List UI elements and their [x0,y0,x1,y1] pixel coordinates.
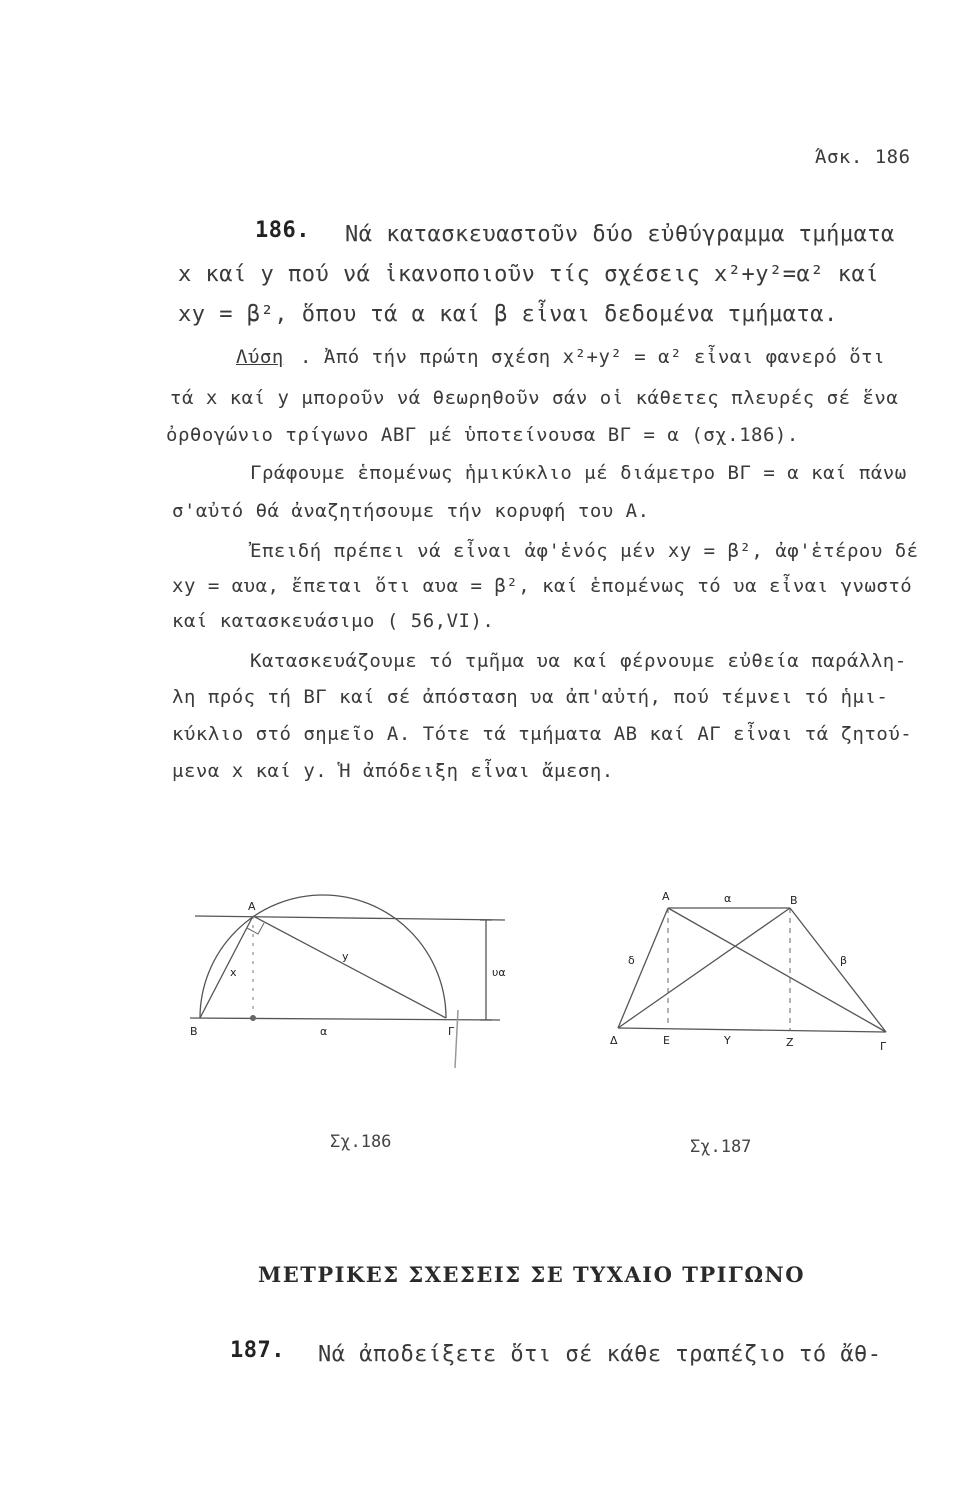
section-title: ΜΕΤΡΙΚΕΣ ΣΧΕΣΕΙΣ ΣΕ ΤΥΧΑΙΟ ΤΡΙΓΩΝΟ [258,1262,806,1287]
label-Y: Y [724,1034,731,1047]
figure-186 [170,890,530,1070]
solution-text-line: σ'αὐτό θά ἀναζητήσουμε τήν κορυφή του Α. [172,500,650,522]
solution-text-line: λη πρός τή ΒΓ καί σέ ἀπόσταση υα ἀπ'αὐτή, πού τέμνει τό ἡμι- [172,686,889,708]
caption-186 [320,1125,440,1155]
label-A: A [248,900,256,913]
label-G: Γ [448,1025,455,1038]
side-y [253,916,446,1018]
problem-text-line: Νά ἀποδείξετε ὅτι σέ κάθε τραπέζιο τό ἄθ- [318,1342,882,1367]
label-Z: Z [786,1036,794,1049]
label-G: Γ [880,1040,887,1053]
figure-187 [590,880,910,1070]
label-B: B [790,894,798,907]
diagonal-BD [618,908,790,1028]
label-ua: υα [492,966,506,979]
side-x [200,916,253,1018]
label-alpha: α [320,1025,328,1038]
svg-text:Σχ.187: Σχ.187 [690,1137,752,1157]
caption-187 [680,1130,800,1160]
label-y: y [342,950,349,963]
page-reference: Άσκ. 186 [815,146,911,168]
right-angle-mark [247,923,264,934]
problem-number: 187. [230,1338,285,1363]
semicircle [200,895,446,1018]
diameter-line [190,1018,500,1020]
label-alpha: α [724,892,732,905]
solution-text-line: Κατασκευάζουμε τό τμῆμα υα καί φέρνουμε εὐθεία παράλλη- [250,650,907,672]
solution-text-line: . Ἀπό τήν πρώτη σχέση x²+y² = α² εἶναι φανερό ὅτι [300,346,886,368]
problem-number: 186. [255,218,310,243]
solution-text-line: xy = αυα, ἔπεται ὅτι αυα = β², καί ἑπομένως τό υα εἶναι γνωστό [172,575,913,597]
side-BG [790,908,886,1032]
problem-text-line: x καί y πού νά ἱκανοποιοῦν τίς σχέσεις x²+y²=α² καί [178,262,880,287]
svg-text:Σχ.186: Σχ.186 [330,1132,392,1152]
label-A: A [662,890,670,903]
solution-label: Λύση [236,346,284,368]
solution-text-line: τά x καί y μποροῦν νά θεωρηθοῦν σάν οἱ κάθετες πλευρές σέ ἕνα [170,387,899,409]
solution-text-line: Ἐπειδή πρέπει νά εἶναι ἀφ'ἑνός μέν xy = β², ἀφ'ἑτέρου δέ [250,540,919,562]
side-DG [618,1028,886,1032]
label-beta: β [840,954,848,967]
solution-text-line: μενα x καί y. Ἡ ἀπόδειξη εἶναι ἄμεση. [172,760,614,782]
label-E: E [663,1034,670,1047]
label-B: B [190,1025,198,1038]
solution-text-line: Γράφουμε ἑπομένως ἡμικύκλιο μέ διάμετρο ΒΓ = α καί πάνω [250,462,907,484]
problem-text-line: Νά κατασκευαστοῦν δύο εὐθύγραμμα τμήματα [345,222,895,247]
solution-text-line: καί κατασκευάσιμο ( 56,VI). [172,610,495,632]
label-delta: δ [628,954,635,967]
solution-text-line: ὀρθογώνιο τρίγωνο ΑΒΓ μέ ὑποτείνουσα ΒΓ = α (σχ.186). [166,424,799,446]
solution-text-line: κύκλιο στό σημεῖο Α. Τότε τά τμήματα ΑΒ καί ΑΓ εἶναι τά ζητού- [172,723,913,745]
label-D: Δ [610,1034,618,1047]
problem-text-line: xy = β², ὅπου τά α καί β εἶναι δεδομένα τμήματα. [178,302,838,327]
parallel-line [195,916,505,920]
label-x: x [230,966,237,979]
